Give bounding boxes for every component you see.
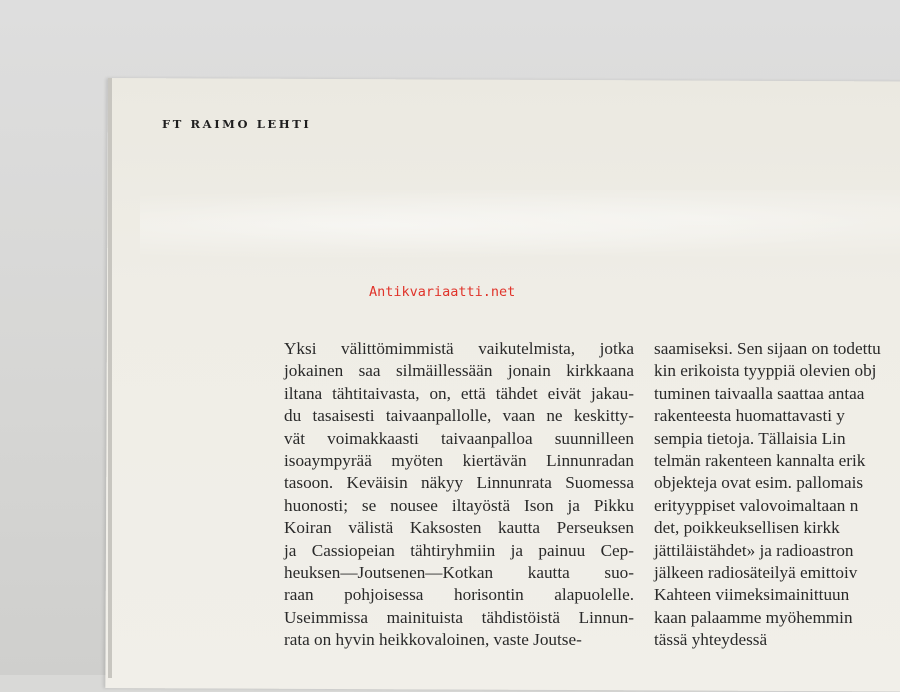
- right-column-line: sempia tietoja. Tällaisia Lin: [654, 428, 846, 448]
- faint-print-shading: [140, 190, 900, 260]
- right-text-column: [654, 338, 900, 651]
- right-column-line: objekteja ovat esim. pallomais: [654, 473, 864, 493]
- left-column-line: tasoon. Keväisin näkyy Linnunrata Suomessa: [284, 473, 634, 493]
- left-column-line: iltana tähtitaivasta, on, että tähdet eivät jakau-: [284, 383, 634, 403]
- right-column-line: tässä yhteydessä: [654, 630, 768, 650]
- right-column-line: Kahteen viimeksimainittuun: [654, 585, 850, 605]
- right-column-line: telmän rakenteen kannalta erik: [654, 450, 866, 470]
- right-column-line: saamiseksi. Sen sijaan on todettu: [654, 339, 881, 358]
- left-column-line: jokainen saa silmäillessään jonain kirkkaana: [284, 361, 634, 381]
- page-edge: [108, 78, 112, 678]
- left-column-line: Yksi välittömimmistä vaikutelmista, jotka: [284, 339, 634, 358]
- left-column-line: Useimmissa mainituista tähdistöistä Linnun-: [284, 607, 634, 627]
- left-column-line: huonosti; se nousee iltayöstä Ison ja Pikku: [284, 495, 634, 515]
- right-column-line: tuminen taivaalla saattaa antaa: [654, 383, 865, 403]
- right-column-line: kaan palaamme myöhemmin: [654, 607, 853, 627]
- left-column-line: isoaympyrää myöten kiertävän Linnunradan: [284, 450, 634, 470]
- left-column-line: vät voimakkaasti taivaanpalloa suunnilleen: [284, 428, 634, 448]
- left-column-line: heuksen—Joutsenen—Kotkan kautta suo-: [284, 562, 634, 582]
- left-column-line: rata on hyvin heikkovaloinen, vaste Joutse-: [284, 630, 582, 650]
- author-heading: FT RAIMO LEHTI: [162, 117, 312, 131]
- left-column-line: raan pohjoisessa horisontin alapuolelle.: [284, 585, 634, 605]
- left-text-column: [284, 338, 634, 651]
- watermark-text: Antikvariaatti.net: [369, 284, 516, 300]
- right-column-line: kin erikoista tyyppiä olevien obj: [654, 361, 877, 381]
- right-column-line: det, poikkeuksellisen kirkk: [654, 518, 840, 538]
- right-column-line: erityyppiset valovoimaltaan n: [654, 495, 859, 515]
- right-column-line: jättiläistähdet» ja radioastron: [654, 540, 854, 560]
- left-column-line: ja Cassiopeian tähtiryhmiin ja painuu Cep-: [284, 540, 634, 560]
- right-column-line: rakenteesta huomattavasti y: [654, 406, 845, 426]
- left-column-line: Koiran välistä Kaksosten kautta Perseuksen: [284, 518, 634, 538]
- right-column-line: jälkeen radiosäteilyä emittoiv: [654, 562, 858, 582]
- left-column-line: du tasaisesti taivaanpallolle, vaan ne keskitty-: [284, 406, 634, 426]
